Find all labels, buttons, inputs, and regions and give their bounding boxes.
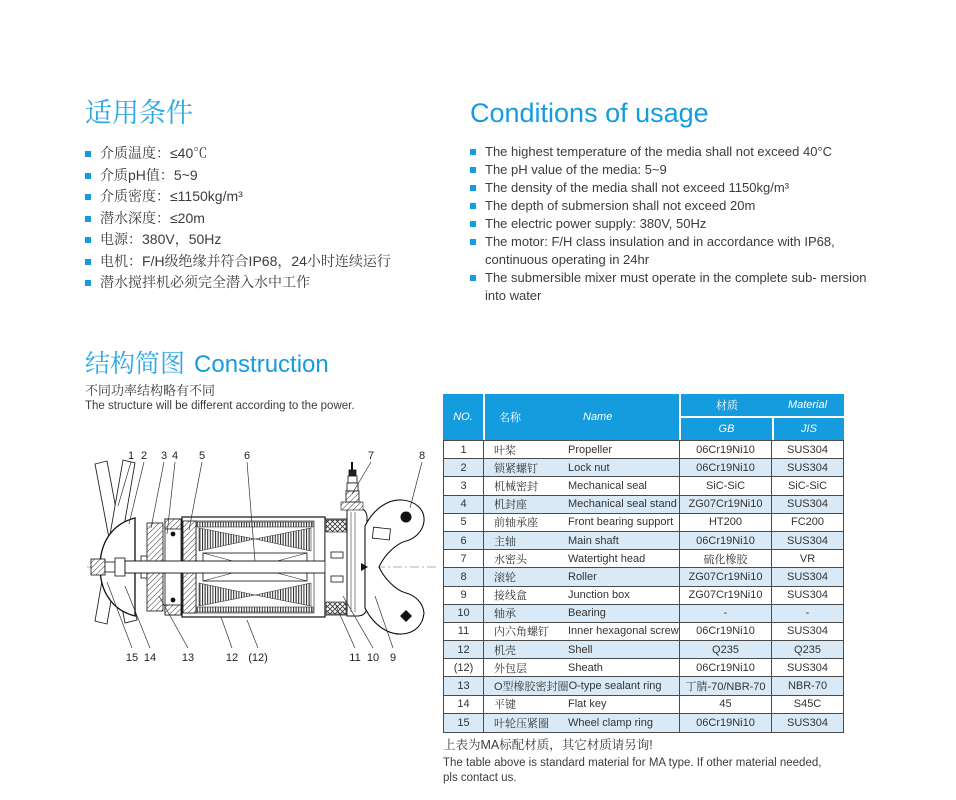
part-callout-label: 6 (243, 450, 251, 462)
cell-no: 10 (444, 605, 484, 622)
header-gb: GB (681, 418, 772, 440)
cell-gb: 硫化橡胶 (680, 550, 772, 567)
cell-name-cn: 叶轮压紧圈 (494, 717, 549, 730)
part-callout-label: 14 (143, 652, 157, 664)
cell-no: 13 (444, 677, 484, 694)
bullet-square-icon (85, 259, 91, 265)
cell-name (484, 550, 680, 567)
footnote-en-line: pls contact us. (443, 772, 517, 784)
table-header (443, 394, 844, 440)
condition-item-text: 电源：380V，50Hz (100, 231, 222, 247)
condition-item (470, 179, 878, 197)
condition-item-text: The pH value of the media: 5~9 (485, 162, 667, 177)
table-row (444, 550, 843, 568)
cell-no: 14 (444, 696, 484, 713)
cell-no: 1 (444, 441, 484, 458)
cell-name-cn: 平键 (494, 699, 516, 712)
cell-name-cn: 机壳 (494, 644, 516, 657)
condition-item (470, 143, 878, 161)
cell-jis: SiC-SiC (787, 479, 828, 492)
cell-name-en: Watertight head (568, 552, 646, 565)
cell-gb: Q235 (680, 641, 772, 658)
footnote-cn: 上表为MA标配材质，其它材质请另询! (443, 738, 653, 752)
header-name-cn: 名称 (499, 412, 521, 424)
condition-item-text: The depth of submersion shall not exceed 20m (485, 198, 756, 213)
cell-name-en: Inner hexagonal screw (568, 625, 679, 638)
cell-jis: SUS304 (787, 461, 828, 474)
table-row (444, 641, 843, 659)
condition-item-text: The highest temperature of the media shall not exceed 40°C (485, 144, 833, 159)
cell-gb: - (680, 605, 772, 622)
bullet-square-icon (85, 194, 91, 200)
bracket-slot (372, 527, 390, 540)
cell-name-en: O-type sealant ring (568, 680, 662, 693)
cell-name-en: Flat key (568, 698, 607, 711)
condition-item-text: 介质温度：≤40℃ (100, 145, 208, 161)
bullet-square-icon (85, 151, 91, 157)
cell-name-en: Front bearing support (568, 516, 674, 529)
table-row (444, 677, 843, 695)
header-no: NO. (443, 394, 483, 440)
table-row (444, 477, 843, 495)
condition-item (85, 186, 455, 208)
gland-flange (341, 502, 363, 510)
part-callout-label: 5 (198, 450, 206, 462)
cell-name-en: Bearing (568, 607, 606, 620)
bullet-square-icon (470, 221, 476, 227)
cell-name-en: Shell (568, 643, 593, 656)
cell-jis: VR (799, 552, 816, 565)
condition-item (470, 233, 878, 269)
header-material (681, 394, 844, 440)
condition-item-text: 电机：F/H级绝缘并符合IP68，24小时连续运行 (100, 252, 391, 269)
cell-gb: 06Cr19Ni10 (680, 459, 772, 476)
cell-gb: 06Cr19Ni10 (680, 659, 772, 676)
cell-gb: ZG07Cr19Ni10 (680, 587, 772, 604)
bullet-square-icon (470, 239, 476, 245)
part-callout-label: 2 (140, 450, 148, 462)
bullet-square-icon (85, 280, 91, 286)
conditions-cn-section (85, 98, 455, 294)
condition-item-text: The submersible mixer must operate in the complete sub- mersion into water (485, 270, 867, 303)
cell-no: 11 (444, 623, 484, 640)
cell-gb: 45 (680, 696, 772, 713)
cell-name (484, 496, 680, 513)
condition-item (85, 165, 455, 187)
cell-name-en: Wheel clamp ring (568, 716, 653, 729)
table-row (444, 514, 843, 532)
conditions-en-list (470, 143, 878, 305)
part-callout-label: 8 (418, 450, 426, 462)
cell-jis: SUS304 (787, 716, 828, 729)
bullet-square-icon (85, 173, 91, 179)
bullet-square-icon (470, 149, 476, 155)
cell-jis: SUS304 (787, 443, 828, 456)
cell-no: 15 (444, 714, 484, 732)
cell-name-en: Propeller (568, 443, 613, 456)
footnote-en-line: The table above is standard material for MA type. If other material needed, (443, 757, 822, 769)
cell-name (484, 587, 680, 604)
cell-name-cn: 叶桨 (494, 444, 516, 457)
cell-gb: SiC-SiC (680, 477, 772, 494)
table-body (443, 440, 844, 733)
cell-name (484, 459, 680, 476)
part-callout-label: (12) (248, 652, 268, 664)
cell-gb: 06Cr19Ni10 (680, 623, 772, 640)
cell-no: 2 (444, 459, 484, 476)
cell-name (484, 641, 680, 658)
table-row (444, 532, 843, 550)
cell-jis: NBR-70 (787, 680, 828, 693)
cell-name (484, 568, 680, 585)
cell-gb: HT200 (680, 514, 772, 531)
header-name (485, 394, 679, 440)
cell-jis: - (805, 607, 810, 620)
condition-item (85, 208, 455, 230)
bracket-hole-top (401, 512, 412, 523)
condition-item-text: 潜水搅拌机必须完全潜入水中工作 (100, 274, 310, 290)
cell-name-en: Lock nut (568, 461, 610, 474)
part-callout-label: 13 (181, 652, 195, 664)
part-callout-label: 3 (160, 450, 168, 462)
condition-item (470, 269, 878, 305)
construction-title-cn: 结构简图 (85, 350, 186, 378)
cell-name-cn: 滚轮 (494, 571, 516, 584)
condition-item-text: The electric power supply: 380V, 50Hz (485, 216, 707, 231)
table-row (444, 459, 843, 477)
bullet-square-icon (470, 275, 476, 281)
cell-name (484, 441, 680, 458)
header-name-en: Name (583, 411, 613, 423)
cell-name (484, 659, 680, 676)
cell-gb: ZG07Cr19Ni10 (680, 496, 772, 513)
table-row (444, 587, 843, 605)
cell-no: 8 (444, 568, 484, 585)
bullet-square-icon (470, 167, 476, 173)
cell-name-cn: 轴承 (494, 608, 516, 621)
mixer-cross-section-diagram (85, 444, 445, 684)
condition-item-text: 介质密度：≤1150kg/m³ (100, 188, 243, 204)
cable-gland (346, 462, 359, 502)
part-callout-label: 10 (366, 652, 380, 664)
cell-jis: SUS304 (787, 661, 828, 674)
table-row (444, 441, 843, 459)
junction-box (347, 508, 367, 616)
cell-gb: 06Cr19Ni10 (680, 714, 772, 732)
cell-no: 3 (444, 477, 484, 494)
cell-name-cn: 锁紧螺钉 (494, 462, 538, 475)
cell-name-cn: 接线盒 (494, 590, 527, 603)
cell-no: 6 (444, 532, 484, 549)
cell-name-cn: 外包层 (494, 662, 527, 675)
bullet-square-icon (85, 216, 91, 222)
table-footnotes (443, 737, 853, 786)
part-callout-label: 4 (171, 450, 179, 462)
cell-name-cn: 内六角螺钉 (494, 626, 549, 639)
part-callout-label: 11 (349, 652, 361, 664)
table-row (444, 696, 843, 714)
header-material-cn: 材质 (716, 400, 738, 412)
cell-name-en: Mechanical seal stand (568, 498, 677, 511)
cell-name (484, 605, 680, 622)
cell-gb: 06Cr19Ni10 (680, 532, 772, 549)
cell-jis: SUS304 (787, 570, 828, 583)
cell-name-en: Sheath (568, 661, 603, 674)
table-row (444, 568, 843, 586)
construction-title (85, 344, 329, 380)
cell-name-cn: 主轴 (494, 535, 516, 548)
cell-name-en: Mechanical seal (568, 479, 647, 492)
bullet-square-icon (470, 185, 476, 191)
condition-item-text: 介质pH值：5~9 (100, 166, 198, 183)
cell-jis: FC200 (790, 516, 825, 529)
condition-item (85, 272, 455, 294)
footnote-en (443, 756, 853, 786)
rear-bearing (325, 519, 347, 615)
cell-no: (12) (444, 659, 484, 676)
cell-name (484, 623, 680, 640)
conditions-en-section (470, 98, 878, 305)
main-shaft (125, 559, 351, 575)
cell-no: 7 (444, 550, 484, 567)
table-row (444, 605, 843, 623)
cell-no: 9 (444, 587, 484, 604)
cell-jis: S45C (793, 698, 822, 711)
cell-name-cn: 机封座 (494, 499, 527, 512)
cell-name (484, 477, 680, 494)
table-row (444, 659, 843, 677)
construction-note (85, 382, 415, 414)
cell-gb: 06Cr19Ni10 (680, 441, 772, 458)
cell-name (484, 677, 680, 694)
conditions-cn-list (85, 143, 455, 294)
construction-note-cn: 不同功率结构略有不同 (85, 383, 216, 398)
cell-name (484, 514, 680, 531)
part-callout-label: 12 (225, 652, 239, 664)
cell-name (484, 714, 680, 732)
cell-name-cn: 机械密封 (494, 480, 538, 493)
condition-item (470, 215, 878, 233)
bullet-square-icon (470, 203, 476, 209)
table-row (444, 496, 843, 514)
construction-note-en: The structure will be different according to the power. (85, 400, 355, 412)
condition-item (85, 251, 455, 273)
cell-no: 4 (444, 496, 484, 513)
cell-gb: ZG07Cr19Ni10 (680, 568, 772, 585)
condition-item (470, 197, 878, 215)
condition-item-text: 潜水深度：≤20m (100, 209, 205, 226)
cell-jis: SUS304 (787, 589, 828, 602)
conditions-cn-title: 适用条件 (85, 98, 193, 128)
condition-item (85, 229, 455, 251)
cell-name-cn: 前轴承座 (494, 517, 538, 530)
cell-name-cn: 水密头 (494, 553, 527, 566)
condition-item (85, 143, 455, 165)
construction-title-en: Construction (194, 351, 329, 378)
cell-jis: SUS304 (787, 625, 828, 638)
part-callout-label: 1 (127, 450, 135, 462)
materials-table (443, 394, 844, 733)
cell-name (484, 696, 680, 713)
cell-name (484, 532, 680, 549)
condition-item (470, 161, 878, 179)
cell-gb: 丁腈-70/NBR-70 (680, 677, 772, 694)
condition-item-text: The motor: F/H class insulation and in accordance with IP68, continuous operating in 24hr (485, 234, 835, 267)
conditions-en-title: Conditions of usage (470, 98, 709, 128)
cell-name-cn: O型橡胶密封圈 (494, 681, 569, 694)
cell-name-en: Main shaft (568, 534, 619, 547)
cell-jis: SUS304 (787, 498, 828, 511)
cell-jis: Q235 (794, 643, 821, 656)
cell-jis: SUS304 (787, 534, 828, 547)
header-jis: JIS (774, 418, 844, 440)
part-callout-label: 7 (367, 450, 375, 462)
cell-no: 5 (444, 514, 484, 531)
condition-item-text: The density of the media shall not exceed 1150kg/m³ (485, 180, 789, 195)
part-callout-label: 15 (125, 652, 139, 664)
table-row (444, 714, 843, 732)
cell-no: 12 (444, 641, 484, 658)
header-material-en: Material (787, 399, 828, 411)
cell-name-en: Junction box (568, 589, 630, 602)
table-row (444, 623, 843, 641)
bullet-square-icon (85, 237, 91, 243)
cell-name-en: Roller (568, 570, 597, 583)
part-callout-label: 9 (389, 652, 397, 664)
